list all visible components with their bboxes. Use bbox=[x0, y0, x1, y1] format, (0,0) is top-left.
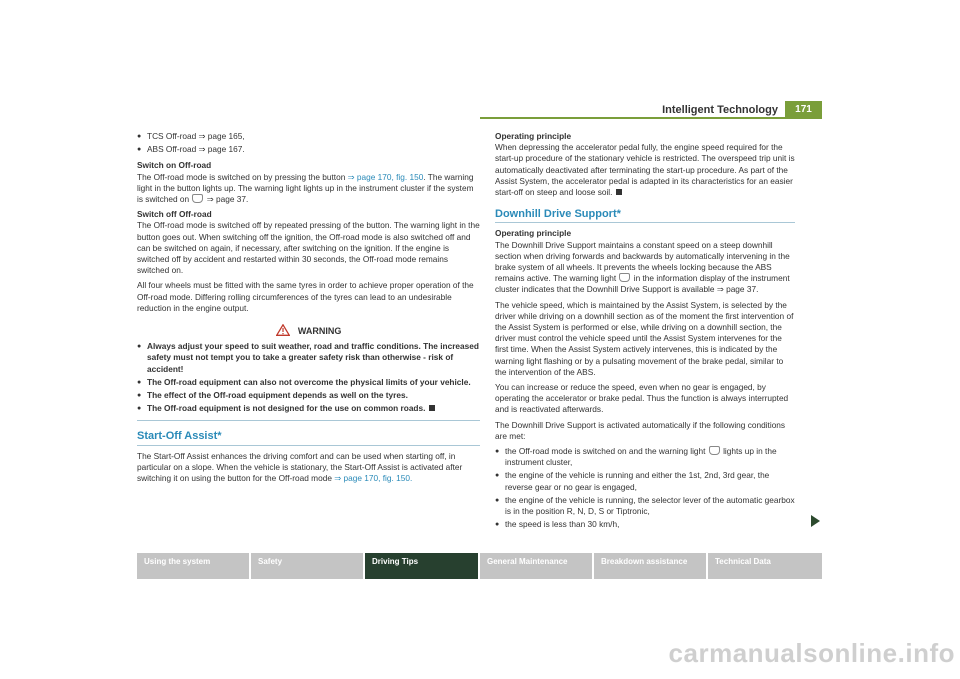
downhill-para-1: The Downhill Drive Support maintains a constant speed on a steep downhill section when driving forwards and backwards by automatically intervening in the brake system of all wheels. It prevents the wheels locking because the ABS remains active. The warning light in the information display of the instrument cluster indicates that the Downhill Drive Support is available ⇒ page 37. bbox=[495, 239, 790, 295]
condition-item: ● the engine of the vehicle is running, the selector lever of the automatic gearbox is in the position R, N, D, S or Tiptronic, bbox=[495, 495, 795, 517]
warning-box bbox=[137, 324, 480, 421]
downhill-para-3: You can increase or reduce the speed, even when no gear is engaged, by operating the accelerator or brake pedal. Thus the function is always interrupted and is reactivated afterwards. bbox=[495, 382, 789, 415]
switch-on-heading: Switch on Off-road bbox=[137, 160, 212, 171]
nav-tab-safety[interactable]: Safety bbox=[251, 553, 363, 579]
start-off-heading: Start-Off Assist* bbox=[137, 430, 222, 443]
start-off-divider bbox=[137, 445, 480, 446]
offroad-warning-icon bbox=[192, 194, 203, 203]
link-page-170[interactable]: ⇒ page 170, fig. 150 bbox=[347, 171, 424, 182]
switch-on-text: The Off-road mode is switched on by pressing the button ⇒ page 170, fig. 150. The warning light in the button lights up. The warning light lights up in the instrument cluster if the system is switched on ⇒ page 37. bbox=[137, 171, 474, 205]
operating-principle-text: When depressing the accelerator pedal fully, the engine speed required for the start-up procedure of the stationary vehicle is restricted. The overspeed trip unit is automatically deactivated after terminating the start-up procedure. As part of the Assist System, the accelerator pedal is adapted in its characteristics for an easier start-off on steep and loose soil. bbox=[495, 142, 795, 198]
operating-principle-heading: Operating principle bbox=[495, 131, 572, 141]
warning-item: ● The Off-road equipment can also not overcome the physical limits of your vehicle. bbox=[137, 377, 480, 388]
warning-title: WARNING bbox=[297, 326, 342, 337]
downhill-para-2: The vehicle speed, which is maintained by the Assist System, is selected by the driver while driving on a downhill section as of the moment the first intervention of the Assist System is performed or else, while driving on a downhill section, the driver must control the vehicle speed until the Assist System intervenes for the first time. When the Assist System actively intervenes, this is indicated by the warning light flashing or by a pulsating movement of the brake pedal, similar to the intervention of the ABS. bbox=[495, 299, 794, 377]
start-off-text: The Start-Off Assist enhances the driving comfort and can be used when starting off, in particular on a slope. When the vehicle is stationary, the Start-Off Assist is activated after switching it on using the button for the Off-road mode ⇒ page 170, fig. 150. bbox=[137, 450, 463, 484]
bullet-abs: ● ABS Off-road ⇒ page 167. bbox=[137, 144, 480, 155]
condition-item: ● the speed is less than 30 km/h, bbox=[495, 519, 795, 530]
switch-off-heading: Switch off Off-road bbox=[137, 209, 212, 220]
downhill-heading: Downhill Drive Support* bbox=[495, 208, 621, 221]
nav-tab-technical-data[interactable]: Technical Data bbox=[708, 553, 822, 579]
downhill-divider bbox=[495, 222, 795, 223]
nav-tab-driving-tips[interactable]: Driving Tips bbox=[365, 553, 478, 579]
warning-item: ● Always adjust your speed to suit weather, road and traffic conditions. The increased safety must not tempt you to take a greater safety risk than otherwise - risk of accident! bbox=[137, 341, 480, 375]
warning-item: ● The Off-road equipment is not designed for the use on common roads. bbox=[137, 403, 480, 414]
page-number: 171 bbox=[785, 101, 822, 119]
warning-item: ● The effect of the Off-road equipment depends as well on the tyres. bbox=[137, 390, 480, 401]
warning-header bbox=[137, 324, 480, 337]
left-column bbox=[137, 131, 480, 488]
end-mark bbox=[429, 405, 435, 411]
right-column bbox=[495, 131, 795, 533]
condition-item: ● the engine of the vehicle is running and either the 1st, 2nd, 3rd gear, the reverse gear or no gear is engaged, bbox=[495, 470, 795, 492]
next-page-arrow-icon[interactable] bbox=[811, 515, 820, 527]
tyres-text: All four wheels must be fitted with the same tyres in order to achieve proper operation of the Off-road mode. Differing rolling circumferences of the tyres can lead to an undesirable reduction in the engine output. bbox=[137, 280, 474, 313]
link-page-170-start-off[interactable]: ⇒ page 170, fig. 150. bbox=[334, 473, 413, 484]
end-mark bbox=[616, 189, 622, 195]
downhill-warning-icon bbox=[619, 273, 630, 282]
header-title: Intelligent Technology bbox=[662, 104, 778, 116]
downhill-para-4: The Downhill Drive Support is activated automatically if the following conditions are met: bbox=[495, 419, 786, 441]
downhill-op-heading: Operating principle bbox=[495, 228, 572, 239]
watermark: carmanualsonline.info bbox=[668, 638, 955, 668]
condition-item: ● the Off-road mode is switched on and the warning light lights up in the instrument cluster, bbox=[495, 446, 795, 468]
downhill-warning-icon bbox=[709, 446, 720, 455]
warning-triangle-icon bbox=[276, 324, 290, 336]
nav-tab-general-maintenance[interactable]: General Maintenance bbox=[480, 553, 592, 579]
header-rule bbox=[480, 117, 785, 119]
nav-tab-using-the-system[interactable]: Using the system bbox=[137, 553, 249, 579]
nav-tab-breakdown-assistance[interactable]: Breakdown assistance bbox=[594, 553, 706, 579]
bullet-tcs: ● TCS Off-road ⇒ page 165, bbox=[137, 131, 480, 142]
switch-off-text: The Off-road mode is switched off by repeated pressing of the button. The warning light in the button goes out. When switching off the ignition, the Off-road mode is also switched off and can be switched on again, if necessary, after switching on the ignition. If the engine is switched off by accident and restarted within 30 seconds, the Off-road mode remains switched on. bbox=[137, 220, 480, 276]
